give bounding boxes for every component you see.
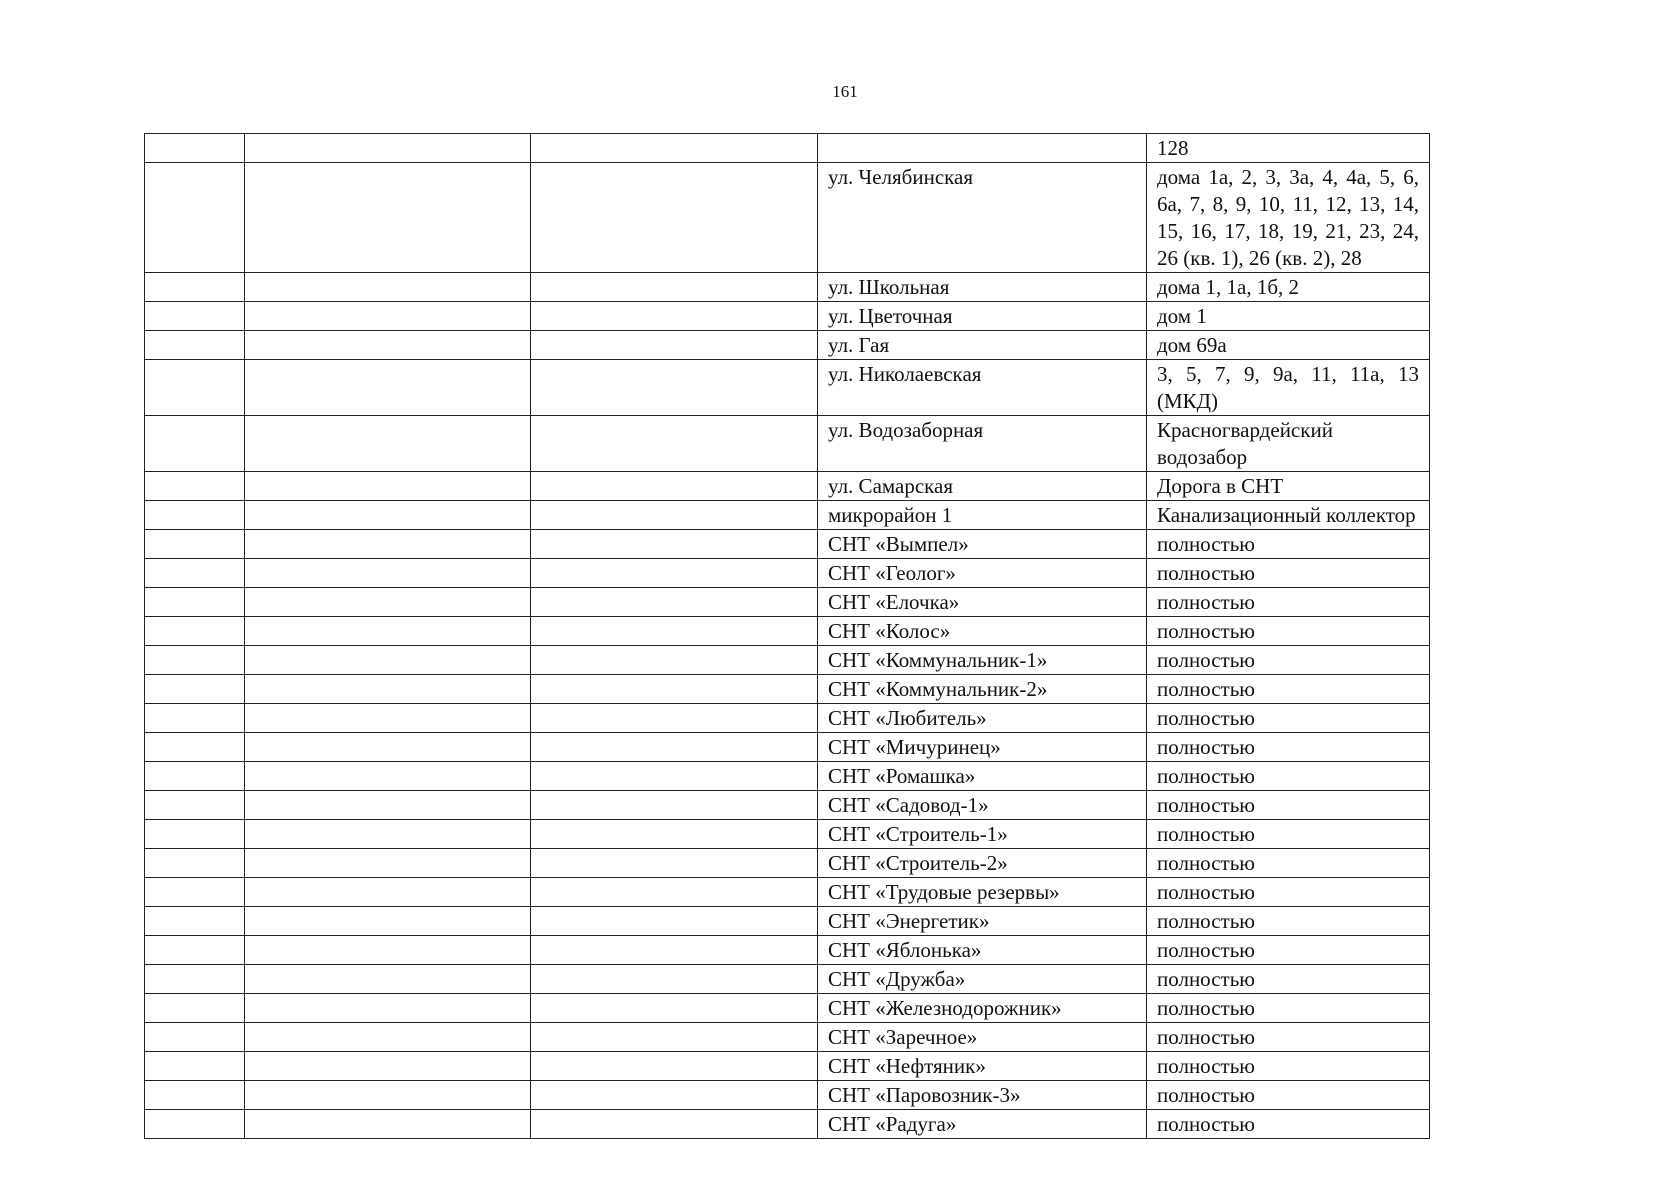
table-row	[145, 1081, 1430, 1110]
houses-cell: полностью	[1147, 530, 1430, 559]
houses-cell: полностью	[1147, 1023, 1430, 1052]
empty-cell	[245, 878, 531, 907]
street-cell: СНТ «Энергетик»	[818, 907, 1147, 936]
street-cell: СНТ «Паровозник-3»	[818, 1081, 1147, 1110]
empty-cell	[531, 704, 818, 733]
empty-cell	[531, 331, 818, 360]
table-row	[145, 360, 1430, 416]
empty-cell	[531, 820, 818, 849]
street-cell: СНТ «Трудовые резервы»	[818, 878, 1147, 907]
houses-cell: 128	[1147, 134, 1430, 163]
street-cell: СНТ «Колос»	[818, 617, 1147, 646]
table-row	[145, 994, 1430, 1023]
street-cell: СНТ «Нефтяник»	[818, 1052, 1147, 1081]
empty-cell	[531, 907, 818, 936]
empty-cell	[245, 588, 531, 617]
empty-cell	[531, 791, 818, 820]
empty-cell	[531, 762, 818, 791]
street-cell: СНТ «Садовод-1»	[818, 791, 1147, 820]
houses-cell: полностью	[1147, 878, 1430, 907]
empty-cell	[245, 302, 531, 331]
empty-cell	[245, 994, 531, 1023]
empty-cell	[145, 1110, 245, 1139]
table-row	[145, 1023, 1430, 1052]
houses-cell: полностью	[1147, 733, 1430, 762]
empty-cell	[145, 878, 245, 907]
street-cell: СНТ «Ромашка»	[818, 762, 1147, 791]
table-row	[145, 331, 1430, 360]
empty-cell	[245, 675, 531, 704]
houses-cell: дома 1, 1а, 1б, 2	[1147, 273, 1430, 302]
street-cell	[818, 134, 1147, 163]
empty-cell	[245, 273, 531, 302]
empty-cell	[245, 1023, 531, 1052]
empty-cell	[531, 163, 818, 273]
street-cell: ул. Самарская	[818, 472, 1147, 501]
street-cell: СНТ «Радуга»	[818, 1110, 1147, 1139]
empty-cell	[145, 416, 245, 472]
houses-cell: Канализационный коллектор	[1147, 501, 1430, 530]
empty-cell	[245, 134, 531, 163]
houses-cell: полностью	[1147, 791, 1430, 820]
houses-cell: 3, 5, 7, 9, 9а, 11, 11а, 13 (МКД)	[1147, 360, 1430, 416]
empty-cell	[531, 302, 818, 331]
empty-cell	[531, 559, 818, 588]
empty-cell	[245, 791, 531, 820]
houses-cell: полностью	[1147, 907, 1430, 936]
table-row	[145, 588, 1430, 617]
empty-cell	[145, 559, 245, 588]
empty-cell	[531, 849, 818, 878]
houses-cell: полностью	[1147, 704, 1430, 733]
empty-cell	[245, 1081, 531, 1110]
houses-cell: Красногвардейский водозабор	[1147, 416, 1430, 472]
empty-cell	[245, 762, 531, 791]
empty-cell	[145, 588, 245, 617]
table-row	[145, 559, 1430, 588]
empty-cell	[531, 1110, 818, 1139]
address-table-body	[145, 134, 1430, 1139]
empty-cell	[145, 134, 245, 163]
empty-cell	[145, 530, 245, 559]
empty-cell	[145, 273, 245, 302]
empty-cell	[531, 416, 818, 472]
empty-cell	[145, 331, 245, 360]
empty-cell	[245, 704, 531, 733]
table-row	[145, 302, 1430, 331]
table-row	[145, 704, 1430, 733]
empty-cell	[531, 733, 818, 762]
empty-cell	[145, 617, 245, 646]
empty-cell	[145, 501, 245, 530]
street-cell: СНТ «Строитель-2»	[818, 849, 1147, 878]
empty-cell	[245, 849, 531, 878]
empty-cell	[145, 965, 245, 994]
street-cell: ул. Гая	[818, 331, 1147, 360]
houses-cell: дом 1	[1147, 302, 1430, 331]
empty-cell	[245, 646, 531, 675]
table-row	[145, 134, 1430, 163]
empty-cell	[245, 936, 531, 965]
empty-cell	[145, 675, 245, 704]
table-row	[145, 646, 1430, 675]
table-row	[145, 617, 1430, 646]
houses-cell: полностью	[1147, 559, 1430, 588]
street-cell: ул. Цветочная	[818, 302, 1147, 331]
street-cell: СНТ «Геолог»	[818, 559, 1147, 588]
address-table	[144, 133, 1430, 1139]
street-cell: ул. Школьная	[818, 273, 1147, 302]
table-row	[145, 1110, 1430, 1139]
empty-cell	[531, 878, 818, 907]
street-cell: ул. Николаевская	[818, 360, 1147, 416]
table-row	[145, 472, 1430, 501]
empty-cell	[145, 1023, 245, 1052]
table-row	[145, 791, 1430, 820]
empty-cell	[145, 472, 245, 501]
empty-cell	[245, 559, 531, 588]
empty-cell	[145, 762, 245, 791]
empty-cell	[531, 273, 818, 302]
empty-cell	[531, 360, 818, 416]
houses-cell: Дорога в СНТ	[1147, 472, 1430, 501]
street-cell: СНТ «Строитель-1»	[818, 820, 1147, 849]
empty-cell	[531, 675, 818, 704]
table-row	[145, 675, 1430, 704]
empty-cell	[245, 1052, 531, 1081]
houses-cell: полностью	[1147, 936, 1430, 965]
empty-cell	[531, 501, 818, 530]
table-row	[145, 762, 1430, 791]
houses-cell: полностью	[1147, 1052, 1430, 1081]
empty-cell	[145, 733, 245, 762]
houses-cell: полностью	[1147, 994, 1430, 1023]
street-cell: СНТ «Железнодорожник»	[818, 994, 1147, 1023]
empty-cell	[245, 617, 531, 646]
street-cell: СНТ «Коммунальник-1»	[818, 646, 1147, 675]
empty-cell	[531, 530, 818, 559]
street-cell: ул. Челябинская	[818, 163, 1147, 273]
empty-cell	[145, 849, 245, 878]
table-row	[145, 273, 1430, 302]
houses-cell: полностью	[1147, 849, 1430, 878]
houses-cell: полностью	[1147, 1081, 1430, 1110]
empty-cell	[245, 360, 531, 416]
table-row	[145, 820, 1430, 849]
street-cell: СНТ «Заречное»	[818, 1023, 1147, 1052]
empty-cell	[245, 1110, 531, 1139]
table-row	[145, 1052, 1430, 1081]
empty-cell	[245, 965, 531, 994]
empty-cell	[245, 820, 531, 849]
empty-cell	[145, 907, 245, 936]
empty-cell	[245, 163, 531, 273]
empty-cell	[145, 994, 245, 1023]
table-row	[145, 163, 1430, 273]
empty-cell	[245, 416, 531, 472]
empty-cell	[245, 472, 531, 501]
houses-cell: полностью	[1147, 762, 1430, 791]
empty-cell	[145, 704, 245, 733]
street-cell: микрорайон 1	[818, 501, 1147, 530]
street-cell: СНТ «Дружба»	[818, 965, 1147, 994]
empty-cell	[145, 1081, 245, 1110]
houses-cell: полностью	[1147, 1110, 1430, 1139]
empty-cell	[145, 936, 245, 965]
houses-cell: полностью	[1147, 675, 1430, 704]
empty-cell	[531, 936, 818, 965]
houses-cell: полностью	[1147, 820, 1430, 849]
table-row	[145, 878, 1430, 907]
houses-cell: полностью	[1147, 646, 1430, 675]
empty-cell	[531, 134, 818, 163]
table-row	[145, 501, 1430, 530]
empty-cell	[245, 907, 531, 936]
page-number: 161	[832, 82, 858, 101]
table-row	[145, 733, 1430, 762]
empty-cell	[531, 617, 818, 646]
empty-cell	[245, 530, 531, 559]
empty-cell	[531, 646, 818, 675]
empty-cell	[531, 588, 818, 617]
empty-cell	[245, 331, 531, 360]
table-row	[145, 936, 1430, 965]
empty-cell	[145, 360, 245, 416]
street-cell: СНТ «Вымпел»	[818, 530, 1147, 559]
empty-cell	[531, 1023, 818, 1052]
houses-cell: дома 1а, 2, 3, 3а, 4, 4а, 5, 6, 6а, 7, 8, 9, 10, 11, 12, 13, 14, 15, 16, 17, 18, 19, 21, 23, 24, 26 (кв. 1), 26 (кв. 2), 28	[1147, 163, 1430, 273]
street-cell: СНТ «Любитель»	[818, 704, 1147, 733]
table-row	[145, 849, 1430, 878]
empty-cell	[145, 646, 245, 675]
empty-cell	[531, 1081, 818, 1110]
empty-cell	[145, 302, 245, 331]
table-row	[145, 907, 1430, 936]
street-cell: СНТ «Яблонька»	[818, 936, 1147, 965]
empty-cell	[531, 1052, 818, 1081]
table-row	[145, 530, 1430, 559]
houses-cell: полностью	[1147, 617, 1430, 646]
empty-cell	[531, 965, 818, 994]
empty-cell	[145, 1052, 245, 1081]
houses-cell: полностью	[1147, 965, 1430, 994]
empty-cell	[245, 501, 531, 530]
table-row	[145, 965, 1430, 994]
empty-cell	[531, 472, 818, 501]
empty-cell	[145, 820, 245, 849]
empty-cell	[245, 733, 531, 762]
empty-cell	[531, 994, 818, 1023]
table-row	[145, 416, 1430, 472]
street-cell: СНТ «Елочка»	[818, 588, 1147, 617]
empty-cell	[145, 163, 245, 273]
empty-cell	[145, 791, 245, 820]
street-cell: СНТ «Коммунальник-2»	[818, 675, 1147, 704]
houses-cell: полностью	[1147, 588, 1430, 617]
street-cell: ул. Водозаборная	[818, 416, 1147, 472]
houses-cell: дом 69а	[1147, 331, 1430, 360]
street-cell: СНТ «Мичуринец»	[818, 733, 1147, 762]
